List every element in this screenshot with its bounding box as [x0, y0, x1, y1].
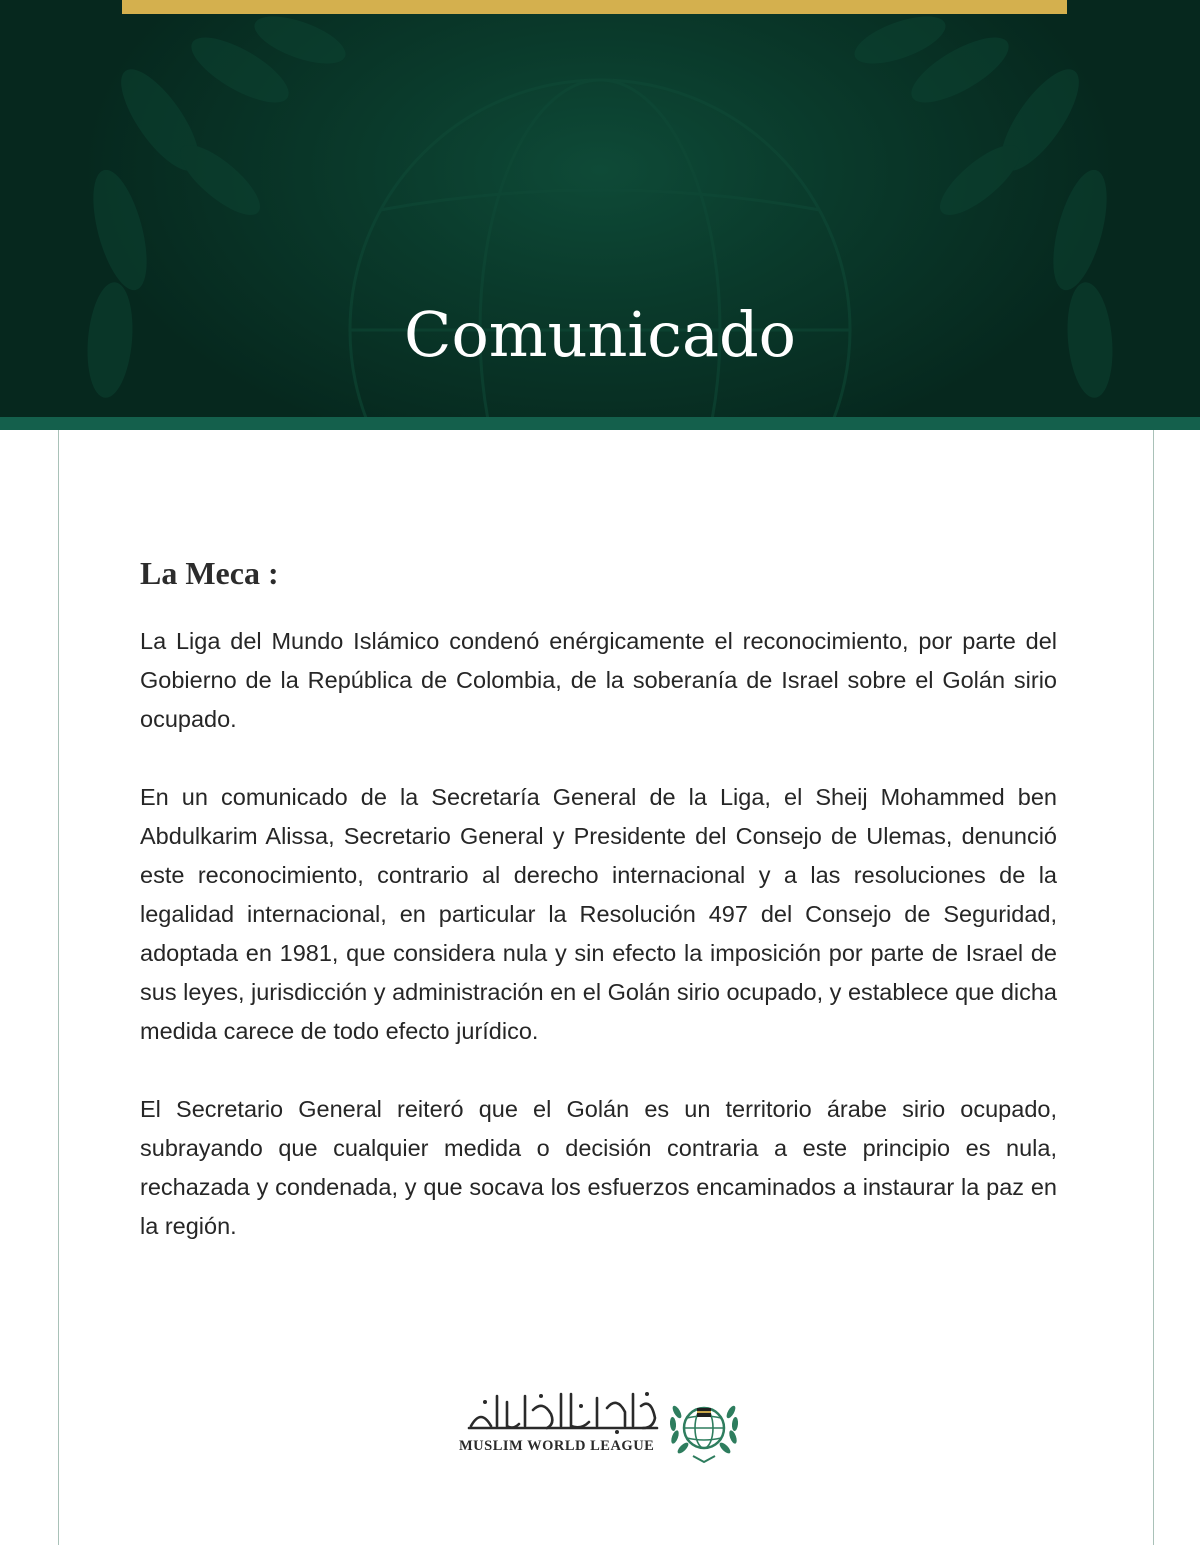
page-title: Comunicado	[404, 298, 796, 371]
paragraph-2: En un comunicado de la Secretaría General de la Liga, el Sheij Mohammed ben Abdulkarim Alissa, Secretario General y Presidente del Consejo de Ulemas, denunció este reconocimiento, contrario al derecho internacional y a las resoluciones de la legalidad internacional, en particular la Resolución 497 del Consejo de Seguridad, adoptada en 1981, que considera nula y sin efecto la imposición por parte de Israel de sus leyes, jurisdicción y administración en el Golán sirio ocupado, y establece que dicha medida carece de todo efecto jurídico.	[140, 784, 1057, 1044]
header-banner	[0, 0, 1200, 418]
paragraph-3: El Secretario General reiteró que el Golán es un territorio árabe sirio ocupado, subrayando que cualquier medida o decisión contraria a este principio es nula, rechazada y condenada, y que socava los esfuerzos encaminados a instaurar la paz en la región.	[140, 1096, 1057, 1239]
frame-right-border	[1153, 430, 1154, 1545]
frame-left-border	[58, 430, 59, 1545]
paragraph-1: La Liga del Mundo Islámico condenó enérgicamente el reconocimiento, por parte del Gobierno de la República de Colombia, de la soberanía de Israel sobre el Golán sirio ocupado.	[140, 628, 1057, 732]
gold-accent-bar	[122, 0, 1067, 14]
muslim-world-league-logo	[455, 1388, 745, 1470]
arabic-calligraphy-logo	[461, 1388, 661, 1434]
article-body	[140, 555, 1057, 1285]
globe-laurel-icon	[667, 1390, 741, 1466]
header-divider	[0, 417, 1200, 430]
dateline: La Meca :	[140, 555, 279, 591]
logo-text: MUSLIM WORLD LEAGUE	[459, 1438, 655, 1454]
